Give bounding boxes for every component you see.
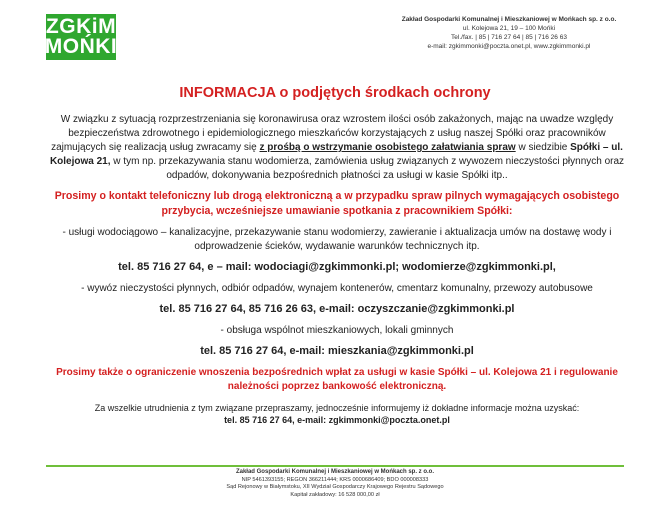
service-housing-desc: - obsługa wspólnot mieszkaniowych, lokali gminnych	[220, 325, 454, 336]
intro-office-address: Spółki – ul. Kolejowa 21,	[49, 142, 623, 167]
service-waste-desc: - wywóz nieczystości płynnych, odbiór odpadów, wynajem kontenerów, cmentarz komunalny, przewozy autobusowe	[81, 283, 593, 294]
service-waste-contact[interactable]: tel. 85 716 27 64, 85 716 26 63, e-mail: oczyszczanie@zgkimmonki.pl	[159, 303, 515, 315]
footer-capital: Kapitał zakładowy: 16 528 000,00 zł	[290, 492, 380, 499]
logo-line-1: ZGKiM	[45, 15, 117, 38]
closing-contact[interactable]	[44, 414, 630, 426]
intro-text-1: W związku z sytuacją rozprzestrzeniania się koronawirusa oraz wzrostem ilości osób zakażonych, mając na uwadze względy bezpieczeństwa zdrowotnego i epidemiologicznego mieszkańców korzystających z usług naszej Spółki oraz pracowników zajmujących się realizacją usług zwracamy się	[51, 114, 614, 153]
document-body	[44, 113, 630, 426]
service-water-contact[interactable]: tel. 85 716 27 64, e – mail: wodociagi@zgkimmonki.pl; wodomierze@zgkimmonki.pl,	[118, 261, 556, 273]
footer-company-name: Zakład Gospodarki Komunalnej i Mieszkaniowej w Mońkach sp. z o.o.	[235, 469, 435, 475]
service-water-desc: - usługi wodociągowo – kanalizacyjne, przekazywanie stanu wodomierzy, zawieranie i aktualizacja umów na dostawę wody i odprowadzenie ścieków, wydawanie warunków technicznych itp.	[62, 227, 612, 252]
footer	[0, 469, 670, 500]
intro-text-2: w siedzibie	[515, 142, 571, 153]
footer-registry-ids: NIP 5461393155; REGON 366211444; KRS 0000686409; BDO 000008333	[241, 476, 429, 483]
closing-text: Za wszelkie utrudnienia z tym związane przepraszamy, jednocześnie informujemy iż dokładne informacje można uzyskać:	[94, 403, 580, 413]
footer-court: Sąd Rejonowy w Białymstoku, XII Wydział Gospodarczy Krajowego Rejestru Sądowego	[226, 484, 444, 491]
header-phone: Tel./fax. | 85 | 716 27 64 | 85 | 716 26 63	[451, 34, 567, 41]
intro-text-3: w tym np. przekazywania stanu wodomierza, zamówienia usług związanych z wywozem nieczystości płynnych oraz odpadów, dokonywania bezpośrednich płatności za usługi w kasie Spółki itp..	[110, 156, 625, 181]
closing-contact-text: tel. 85 716 27 64, e-mail: zgkimmonki@poczta.onet.pl	[224, 415, 450, 425]
document-title: INFORMACJA o podjętych środkach ochrony	[179, 85, 491, 101]
intro-paragraph	[44, 113, 630, 183]
contact-request-paragraph: Prosimy o kontakt telefoniczny lub drogą elektroniczną a w przypadku spraw pilnych wymagających osobistego przybycia, wcześniejsze umawianie spotkania z pracownikiem Spółki:	[54, 190, 620, 217]
logo-line-2: MOŃKI	[44, 35, 118, 58]
service-housing-contact[interactable]: tel. 85 716 27 64, e-mail: mieszkania@zgkimmonki.pl	[200, 345, 474, 357]
company-logo	[46, 14, 116, 60]
header-contact-info	[384, 15, 634, 51]
header-address: ul. Kolejowa 21, 19 – 100 Mońki	[462, 25, 556, 32]
header-email[interactable]: e-mail: zgkimmonki@poczta.onet.pl, www.zgkimmonki.pl	[427, 43, 591, 50]
intro-underlined-request: z prośbą o wstrzymanie osobistego załatwiania spraw	[259, 142, 516, 153]
header-company-name: Zakład Gospodarki Komunalnej i Mieszkaniowej w Mońkach sp. z o.o.	[401, 16, 617, 23]
footer-divider	[46, 465, 624, 467]
payment-request-paragraph: Prosimy także o ograniczenie wnoszenia bezpośrednich wpłat za usługi w kasie Spółki – ul. Kolejowa 21 i regulowanie należności poprzez bankowość elektroniczną.	[56, 367, 618, 392]
